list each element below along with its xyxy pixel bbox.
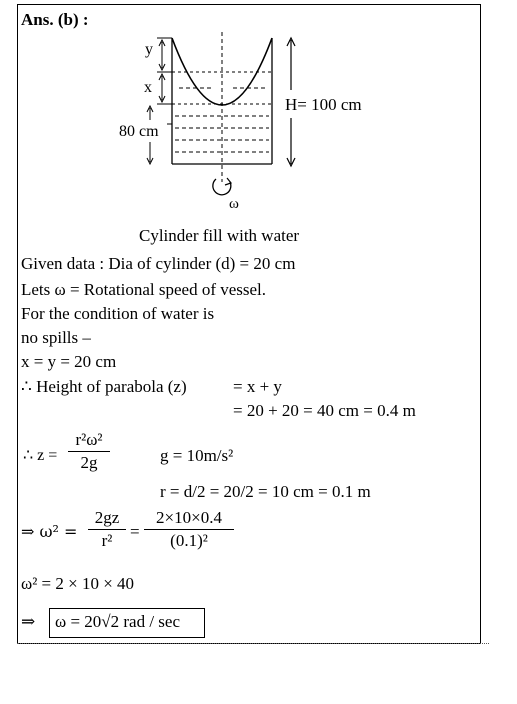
lets-line: Lets ω = Rotational speed of vessel. <box>21 280 267 299</box>
w2-prefix: ⇒ ω² = <box>21 522 78 541</box>
w2-numerator-2: 2×10×0.4 <box>156 508 222 527</box>
w2-fraction-2 <box>144 508 234 551</box>
label-80cm: 80 cm <box>119 123 159 140</box>
figure-caption: Cylinder fill with water <box>139 226 300 245</box>
height-eq2: = 20 + 20 = 40 cm = 0.4 m <box>233 401 416 420</box>
z-numerator: r²ω² <box>75 430 103 449</box>
label-x: x <box>144 79 152 96</box>
g-value: g = 10m/s² <box>160 446 234 465</box>
final-answer: ω = 20√2 rad / sec <box>55 612 180 631</box>
w2-result: ω² = 2 × 10 × 40 <box>21 574 135 593</box>
label-y: y <box>145 41 153 58</box>
final-arrow: ⇒ <box>21 612 36 632</box>
condition-line: For the condition of water is <box>21 304 215 323</box>
w2-denominator-2: (0.1)² <box>170 531 208 550</box>
no-spill-line: no spills – <box>21 328 91 347</box>
xy-line: x = y = 20 cm <box>21 352 117 371</box>
z-prefix: ∴ z = <box>23 447 58 464</box>
w2-fraction-1 <box>88 508 126 551</box>
bottom-divider <box>17 643 489 644</box>
height-eq1: = x + y <box>233 377 282 396</box>
z-denominator: 2g <box>80 453 98 472</box>
w2-equals: = <box>130 522 140 541</box>
r-value: r = d/2 = 20/2 = 10 cm = 0.1 m <box>160 482 371 501</box>
w2-numerator-1: 2gz <box>94 508 120 527</box>
label-omega: ω <box>229 196 239 212</box>
label-height: H= 100 cm <box>285 95 362 114</box>
z-fraction <box>68 430 110 473</box>
answer-label: Ans. (b) : <box>21 10 89 29</box>
cylinder-figure <box>115 32 395 217</box>
given-line: Given data : Dia of cylinder (d) = 20 cm <box>21 254 296 273</box>
height-lhs: ∴ Height of parabola (z) <box>21 377 187 396</box>
w2-denominator-1: r² <box>101 531 113 550</box>
